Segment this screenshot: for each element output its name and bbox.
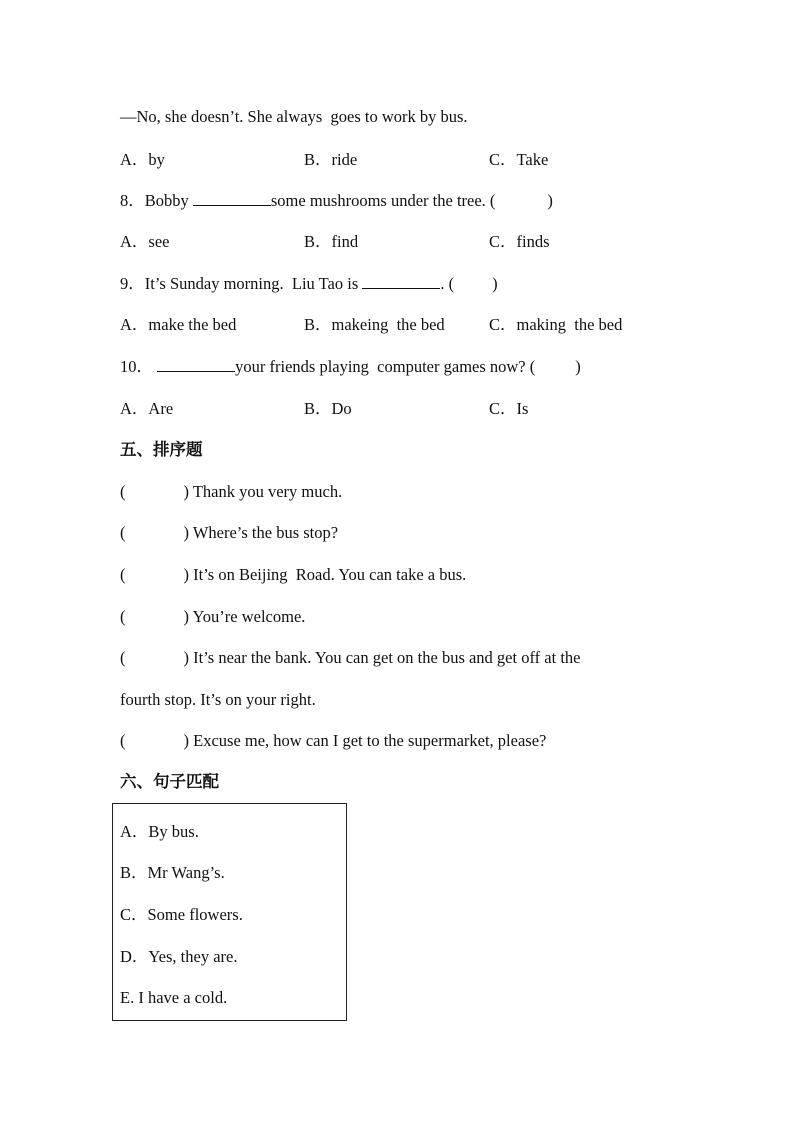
ordering-open-paren: ( bbox=[120, 482, 126, 501]
q10-option-a: A．Are bbox=[120, 399, 174, 418]
q9-option-c: C．making the bed bbox=[489, 315, 623, 334]
q8-close-paren: ) bbox=[547, 191, 553, 210]
ordering-open-paren: ( bbox=[120, 648, 126, 667]
ordering-text: ) Where’s the bus stop? bbox=[183, 523, 339, 542]
ordering-text: ) It’s on Beijing Road. You can take a bus. bbox=[183, 565, 467, 584]
ordering-open-paren: ( bbox=[120, 565, 126, 584]
ordering-item bbox=[120, 482, 342, 502]
match-option-b: B．Mr Wang’s. bbox=[120, 863, 225, 882]
match-option-a: A．By bus. bbox=[120, 822, 199, 841]
q10-stem-after: your friends playing computer games now? ( bbox=[235, 357, 536, 376]
q9-option-b: B．makeing the bed bbox=[304, 315, 445, 334]
q7-option-c: C．Take bbox=[489, 150, 549, 169]
q8-stem-after: some mushrooms under the tree. ( bbox=[270, 191, 496, 210]
q10-close-paren: ) bbox=[575, 357, 581, 376]
ordering-text: ) Thank you very much. bbox=[183, 482, 343, 501]
match-option-d: D．Yes, they are. bbox=[120, 947, 238, 966]
ordering-text: ) It’s near the bank. You can get on the bus and get off at the bbox=[183, 648, 581, 667]
ordering-item bbox=[120, 607, 305, 627]
q10-blank[interactable] bbox=[157, 357, 235, 372]
ordering-open-paren: ( bbox=[120, 523, 126, 542]
q10-stem bbox=[120, 357, 581, 377]
q8-option-b: B．find bbox=[304, 232, 359, 251]
ordering-item-continued bbox=[120, 690, 316, 710]
q8-stem bbox=[120, 191, 553, 211]
ordering-open-paren: ( bbox=[120, 607, 126, 626]
q10-option-c: C．Is bbox=[489, 399, 529, 418]
q7-option-a: A．by bbox=[120, 150, 165, 169]
ordering-open-paren: ( bbox=[120, 731, 126, 750]
answer-options-box bbox=[112, 803, 347, 1021]
ordering-item bbox=[120, 731, 546, 751]
q10-option-b: B．Do bbox=[304, 399, 352, 418]
q9-stem bbox=[120, 274, 498, 294]
q7-option-b: B．ride bbox=[304, 150, 358, 169]
match-option-c: C．Some flowers. bbox=[120, 905, 243, 924]
q8-stem-before: 8．Bobby bbox=[120, 191, 193, 210]
ordering-item bbox=[120, 565, 466, 585]
q8-option-c: C．finds bbox=[489, 232, 550, 251]
ordering-item bbox=[120, 648, 580, 668]
q8-blank[interactable] bbox=[193, 191, 271, 206]
q10-stem-before: 10． bbox=[120, 357, 158, 376]
ordering-text: ) You’re welcome. bbox=[183, 607, 306, 626]
q9-stem-before: 9．It’s Sunday morning. Liu Tao is bbox=[120, 274, 363, 293]
section6-title: 六、句子匹配 bbox=[120, 772, 219, 791]
section5-title: 五、排序题 bbox=[120, 440, 203, 459]
q9-blank[interactable] bbox=[362, 274, 440, 289]
ordering-item bbox=[120, 523, 338, 543]
ordering-text: ) Excuse me, how can I get to the supermarket, please? bbox=[183, 731, 547, 750]
q8-option-a: A．see bbox=[120, 232, 170, 251]
match-option-e: E. I have a cold. bbox=[120, 988, 228, 1007]
q7-answer-line: —No, she doesn’t. She always goes to work by bus. bbox=[120, 107, 468, 126]
q9-close-paren: ) bbox=[492, 274, 498, 293]
ordering-text: fourth stop. It’s on your right. bbox=[120, 690, 316, 709]
q9-stem-after: . ( bbox=[440, 274, 455, 293]
q9-option-a: A．make the bed bbox=[120, 315, 237, 334]
